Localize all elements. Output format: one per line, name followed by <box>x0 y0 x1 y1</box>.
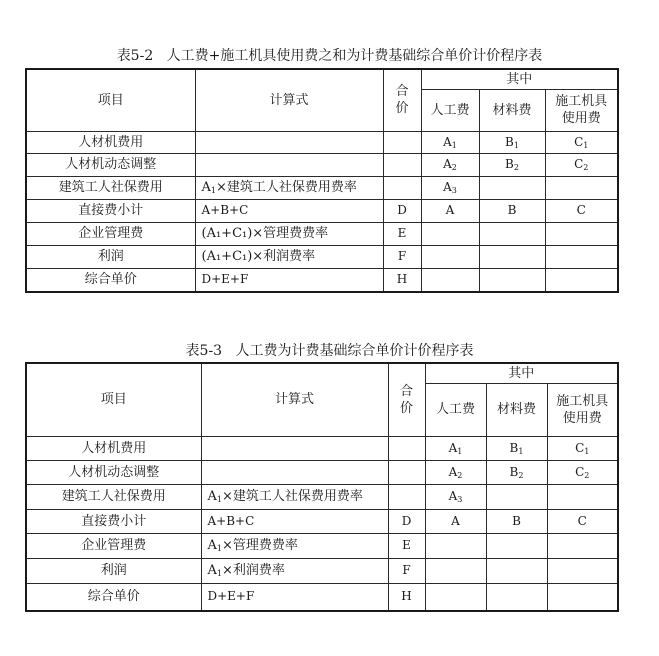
row-labor <box>421 222 479 245</box>
row-machine <box>547 583 618 611</box>
row-material <box>486 484 547 509</box>
row-item: 企业管理费 <box>26 222 195 245</box>
row-machine: C <box>547 509 618 533</box>
row-machine <box>547 558 618 583</box>
row-formula <box>195 153 383 176</box>
row-material: B <box>486 509 547 533</box>
row-machine <box>545 176 618 199</box>
pricing-table-5-2 <box>25 68 619 293</box>
header-total: 合 价 <box>388 363 425 436</box>
table-row <box>26 176 618 199</box>
row-machine <box>547 533 618 558</box>
row-material: $B_1$ <box>479 131 545 153</box>
table-caption: 表5-3 人工费为计费基础综合单价计价程序表 <box>185 343 474 359</box>
row-item: 直接费小计 <box>26 199 195 222</box>
row-item: 直接费小计 <box>26 509 201 533</box>
header-material: 材料费 <box>486 383 547 436</box>
header-item: 项目 <box>26 69 195 131</box>
header-machine: 施工机具 使用费 <box>545 89 618 131</box>
table-row <box>26 436 618 460</box>
table-row <box>26 509 618 533</box>
header-labor: 人工费 <box>421 89 479 131</box>
table-row <box>26 533 618 558</box>
table-row <box>26 484 618 509</box>
row-machine <box>545 222 618 245</box>
header-item: 项目 <box>26 363 201 436</box>
row-item: 人材机动态调整 <box>26 460 201 484</box>
header-labor: 人工费 <box>425 383 486 436</box>
row-item: 利润 <box>26 245 195 268</box>
table-row <box>26 268 618 292</box>
row-total <box>388 484 425 509</box>
row-material <box>486 533 547 558</box>
table-row <box>26 558 618 583</box>
row-item: 人材机动态调整 <box>26 153 195 176</box>
row-total: H <box>383 268 421 292</box>
row-item: 人材机费用 <box>26 436 201 460</box>
row-labor: $A_3$ <box>425 484 486 509</box>
header-formula: 计算式 <box>195 69 383 131</box>
row-total <box>383 131 421 153</box>
row-labor: A <box>425 509 486 533</box>
row-total: D <box>383 199 421 222</box>
row-labor <box>421 268 479 292</box>
row-material <box>479 176 545 199</box>
row-formula: A+B+C <box>201 509 388 533</box>
table-row <box>26 583 618 611</box>
row-formula <box>201 460 388 484</box>
row-material <box>479 268 545 292</box>
row-material: $B_2$ <box>486 460 547 484</box>
row-item: 建筑工人社保费用 <box>26 484 201 509</box>
table-row <box>26 131 618 153</box>
header-machine: 施工机具 使用费 <box>547 383 618 436</box>
row-machine: $C_2$ <box>547 460 618 484</box>
row-material <box>486 583 547 611</box>
header-formula: 计算式 <box>201 363 388 436</box>
row-machine: $C_2$ <box>545 153 618 176</box>
row-labor <box>425 558 486 583</box>
row-labor: $A_1$ <box>425 436 486 460</box>
row-labor: $A_2$ <box>425 460 486 484</box>
row-formula: $A_1\times$建筑工人社保费用费率 <box>195 176 383 199</box>
table-row <box>26 245 618 268</box>
row-formula: $A_1\times$管理费费率 <box>201 533 388 558</box>
row-total: F <box>388 558 425 583</box>
row-total: H <box>388 583 425 611</box>
row-formula <box>201 436 388 460</box>
row-formula <box>195 131 383 153</box>
row-total: D <box>388 509 425 533</box>
row-labor <box>425 533 486 558</box>
row-material: $B_1$ <box>486 436 547 460</box>
table-row <box>26 460 618 484</box>
row-labor <box>421 245 479 268</box>
row-formula: D+E+F <box>195 268 383 292</box>
row-labor: $A_2$ <box>421 153 479 176</box>
row-material <box>479 222 545 245</box>
header-material: 材料费 <box>479 89 545 131</box>
row-formula: A+B+C <box>195 199 383 222</box>
row-total: F <box>383 245 421 268</box>
row-item: 企业管理费 <box>26 533 201 558</box>
row-formula: $A_1\times$利润费率 <box>201 558 388 583</box>
row-item: 人材机费用 <box>26 131 195 153</box>
row-machine: C <box>545 199 618 222</box>
table-caption: 表5-2 人工费+施工机具使用费之和为计费基础综合单价计价程序表 <box>116 48 543 64</box>
row-labor: A <box>421 199 479 222</box>
row-total: E <box>388 533 425 558</box>
table-row <box>26 153 618 176</box>
row-total: E <box>383 222 421 245</box>
row-formula: (A₁+C₁)×利润费率 <box>195 245 383 268</box>
row-material: B <box>479 199 545 222</box>
row-machine <box>547 484 618 509</box>
row-total <box>383 176 421 199</box>
header-total: 合 价 <box>383 69 421 131</box>
pricing-table-5-3 <box>25 362 619 612</box>
row-total <box>383 153 421 176</box>
row-item: 建筑工人社保费用 <box>26 176 195 199</box>
row-material <box>479 245 545 268</box>
row-item: 综合单价 <box>26 583 201 611</box>
row-machine <box>545 268 618 292</box>
row-item: 综合单价 <box>26 268 195 292</box>
row-labor <box>425 583 486 611</box>
header-group: 其中 <box>425 363 618 383</box>
row-material: $B_2$ <box>479 153 545 176</box>
row-machine: $C_1$ <box>545 131 618 153</box>
row-machine <box>545 245 618 268</box>
table-row <box>26 222 618 245</box>
row-formula: D+E+F <box>201 583 388 611</box>
row-total <box>388 460 425 484</box>
header-group: 其中 <box>421 69 618 89</box>
row-labor: $A_3$ <box>421 176 479 199</box>
row-machine: $C_1$ <box>547 436 618 460</box>
row-material <box>486 558 547 583</box>
row-item: 利润 <box>26 558 201 583</box>
row-formula: (A₁+C₁)×管理费费率 <box>195 222 383 245</box>
row-formula: $A_1\times$建筑工人社保费用费率 <box>201 484 388 509</box>
row-labor: $A_1$ <box>421 131 479 153</box>
row-total <box>388 436 425 460</box>
table-row <box>26 199 618 222</box>
